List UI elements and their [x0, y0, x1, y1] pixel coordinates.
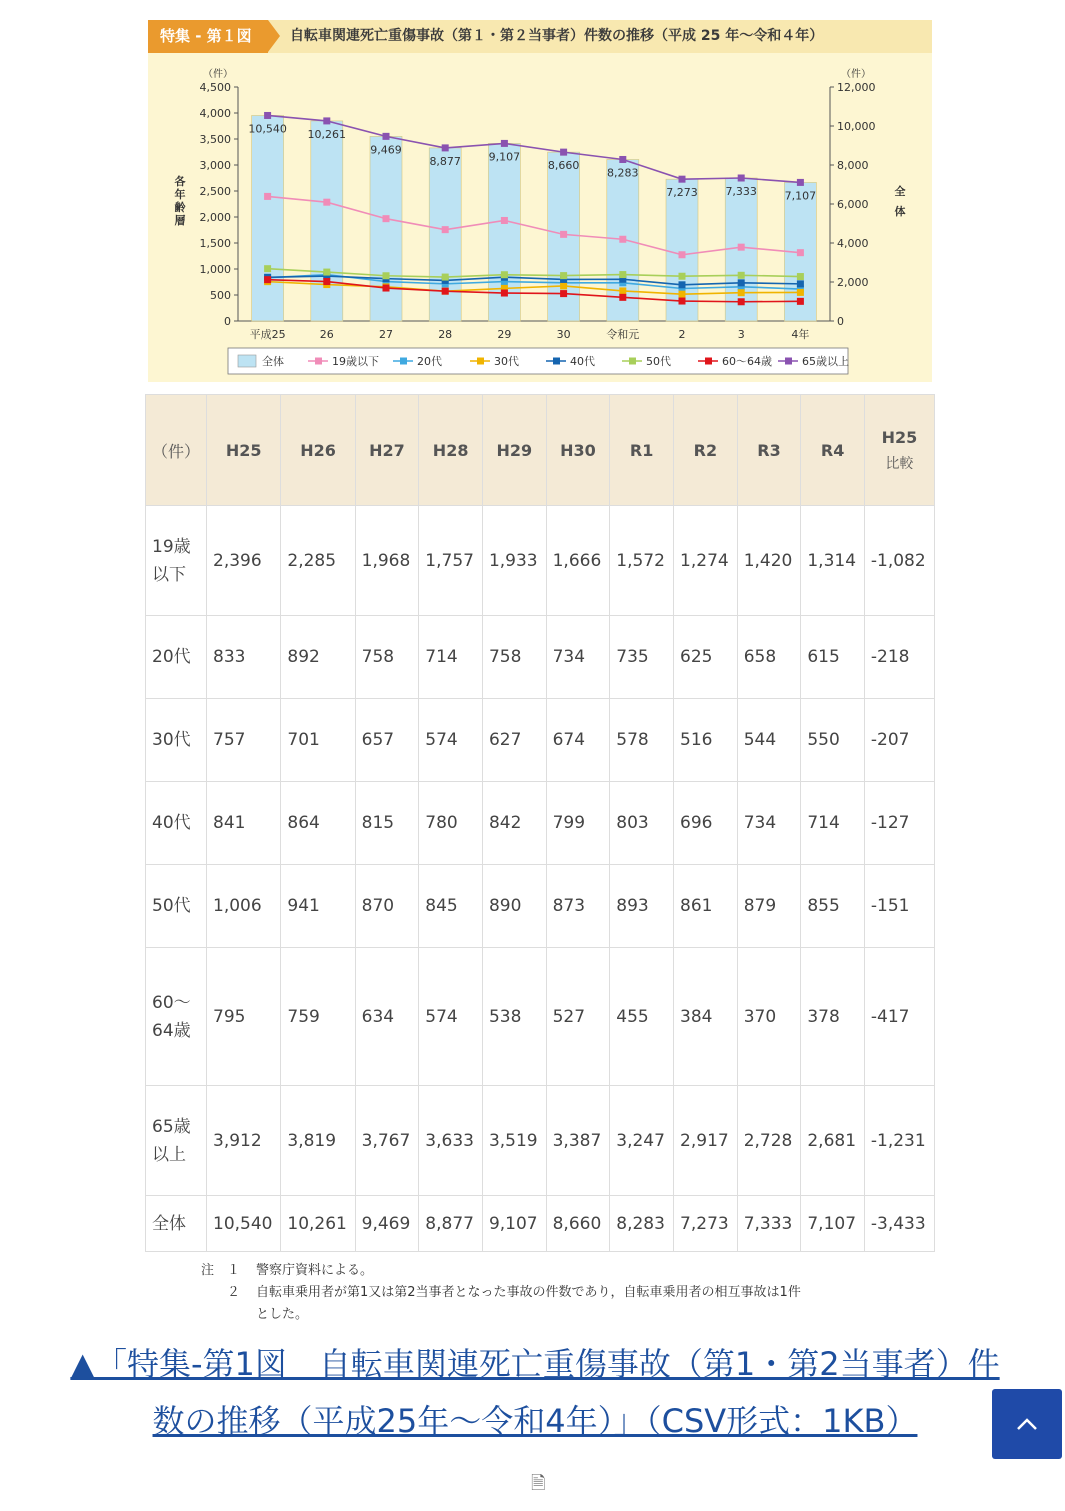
table-cell: 7,273: [674, 1196, 738, 1252]
table-cell: 941: [281, 865, 355, 948]
note-mark: [201, 1304, 256, 1326]
notes: [201, 1260, 801, 1326]
row-label: 全体: [146, 1196, 207, 1252]
compare-cell: -3,433: [864, 1196, 934, 1252]
x-axis-tick-label: 28: [438, 328, 453, 341]
table-cell: 2,917: [674, 1086, 738, 1196]
table-cell: 1,666: [546, 506, 610, 616]
bar-value-label: 10,540: [248, 122, 287, 136]
table-cell: 841: [207, 782, 281, 865]
bar: [370, 136, 402, 321]
right-axis-label-char: 全: [894, 185, 906, 198]
right-axis-tick-label: 2,000: [837, 276, 869, 289]
table-cell: 8,283: [610, 1196, 674, 1252]
table-cell: 2,728: [737, 1086, 801, 1196]
series-point: [501, 140, 508, 147]
series-point: [501, 271, 508, 278]
left-axis-tick-label: 3,000: [199, 159, 231, 172]
table-cell: 758: [355, 616, 419, 699]
table-column-header: H26: [281, 395, 355, 506]
table-cell: 7,333: [737, 1196, 801, 1252]
series-point: [619, 156, 626, 163]
compare-cell: -1,231: [864, 1086, 934, 1196]
compare-cell: -218: [864, 616, 934, 699]
series-point: [797, 298, 804, 305]
table-cell: 780: [419, 782, 483, 865]
note-text: とした。: [256, 1307, 309, 1322]
row-label: 30代: [146, 699, 207, 782]
left-axis-label-char: 齢: [174, 201, 186, 214]
table-row: [146, 948, 935, 1086]
series-line: [268, 269, 801, 277]
series-point: [264, 276, 271, 283]
table-cell: 9,469: [355, 1196, 419, 1252]
chart-figure: [148, 20, 932, 382]
legend-swatch-marker: [785, 358, 792, 365]
series-line: [268, 196, 801, 254]
note-text: 警察庁資料による。: [256, 1263, 374, 1278]
table-cell: 855: [801, 865, 865, 948]
note-row: [201, 1282, 801, 1304]
table-cell: 10,540: [207, 1196, 281, 1252]
series-point: [738, 298, 745, 305]
table-cell: 696: [674, 782, 738, 865]
csv-download-link[interactable]: ▲「特集-第1図 自転車関連死亡重傷事故（第1・第2当事者）件数の推移（平成25年～令和4年）」（CSV形式：1KB）: [70, 1345, 1000, 1440]
table-cell: 574: [419, 699, 483, 782]
series-point: [383, 272, 390, 279]
table-cell: 799: [546, 782, 610, 865]
x-axis-tick-label: 30: [556, 328, 571, 341]
series-point: [264, 112, 271, 119]
right-axis-unit: （件）: [841, 69, 871, 80]
note-mark: ２: [201, 1285, 241, 1300]
table-cell: 842: [482, 782, 546, 865]
table-cell: 1,274: [674, 506, 738, 616]
series-point: [560, 272, 567, 279]
bar-value-label: 7,333: [725, 185, 757, 199]
table-cell: 1,757: [419, 506, 483, 616]
series-point: [679, 273, 686, 280]
table-cell: 870: [355, 865, 419, 948]
series-point: [264, 193, 271, 200]
x-axis-tick-label: 2: [678, 328, 686, 341]
bar-value-label: 7,107: [784, 189, 817, 203]
legend-label: 全体: [262, 355, 284, 368]
compare-cell: -151: [864, 865, 934, 948]
series-point: [383, 133, 390, 140]
table-cell: 892: [281, 616, 355, 699]
table-cell: 384: [674, 948, 738, 1086]
table-column-header: H29: [482, 395, 546, 506]
series-point: [442, 288, 449, 295]
table-column-header: R2: [674, 395, 738, 506]
chevron-up-icon: [1015, 1414, 1039, 1434]
table-cell: 8,660: [546, 1196, 610, 1252]
table-row: [146, 1196, 935, 1252]
figure-title: 自転車関連死亡重傷事故（第１・第２当事者）件数の推移（平成 25 年～令和４年）: [290, 28, 824, 44]
bar: [252, 115, 284, 321]
bar: [311, 121, 343, 321]
table-cell: 861: [674, 865, 738, 948]
series-point: [501, 217, 508, 224]
table-cell: 9,107: [482, 1196, 546, 1252]
table-cell: 3,819: [281, 1086, 355, 1196]
x-axis-tick-label: 令和元: [606, 328, 640, 341]
row-label: 20代: [146, 616, 207, 699]
table-cell: 893: [610, 865, 674, 948]
x-axis-tick-label: 4年: [791, 328, 810, 341]
table-cell: 578: [610, 699, 674, 782]
left-axis-unit: （件）: [203, 69, 233, 80]
left-axis-tick-label: 3,500: [199, 133, 231, 146]
bar-value-label: 7,273: [666, 186, 698, 200]
table-cell: 1,968: [355, 506, 419, 616]
series-point: [619, 294, 626, 301]
table-column-header: H30: [546, 395, 610, 506]
bar: [429, 148, 461, 321]
bar-value-label: 8,660: [547, 159, 580, 173]
table-cell: 1,420: [737, 506, 801, 616]
legend-label: 40代: [570, 355, 595, 368]
compare-cell: -417: [864, 948, 934, 1086]
series-point: [679, 176, 686, 183]
series-point: [679, 291, 686, 298]
left-axis-tick-label: 0: [224, 315, 231, 328]
table-cell: 538: [482, 948, 546, 1086]
series-point: [442, 144, 449, 151]
right-axis-tick-label: 6,000: [837, 198, 869, 211]
table-cell: 714: [801, 782, 865, 865]
bar-value-label: 9,469: [370, 143, 402, 157]
table-cell: 8,877: [419, 1196, 483, 1252]
table-row: [146, 616, 935, 699]
series-point: [442, 274, 449, 281]
left-axis-tick-label: 500: [210, 289, 231, 302]
compare-cell: -1,082: [864, 506, 934, 616]
series-line: [268, 115, 801, 182]
compare-cell: -127: [864, 782, 934, 865]
right-axis-tick-label: 12,000: [837, 81, 876, 94]
compare-header-year: H25: [881, 427, 918, 447]
x-axis-tick-label: 27: [379, 328, 393, 341]
x-axis-tick-label: 3: [737, 328, 745, 341]
table-cell: 10,261: [281, 1196, 355, 1252]
legend-label: 50代: [646, 355, 671, 368]
table-cell: 1,933: [482, 506, 546, 616]
table-cell: 658: [737, 616, 801, 699]
table-cell: 657: [355, 699, 419, 782]
series-point: [738, 175, 745, 182]
series-point: [442, 226, 449, 233]
row-label: 50代: [146, 865, 207, 948]
table-cell: 879: [737, 865, 801, 948]
table-cell: 734: [737, 782, 801, 865]
series-point: [619, 271, 626, 278]
table-cell: 370: [737, 948, 801, 1086]
back-to-top-button[interactable]: [992, 1389, 1062, 1459]
table-cell: 833: [207, 616, 281, 699]
table-cell: 864: [281, 782, 355, 865]
table-cell: 734: [546, 616, 610, 699]
series-point: [679, 251, 686, 258]
left-axis-tick-label: 2,000: [199, 211, 231, 224]
table-cell: 625: [674, 616, 738, 699]
bar-value-label: 8,283: [607, 166, 639, 180]
note-row: [201, 1304, 801, 1326]
legend-swatch: [238, 355, 256, 367]
table-cell: 544: [737, 699, 801, 782]
legend-swatch-marker: [315, 358, 322, 365]
right-axis-tick-label: 4,000: [837, 237, 869, 250]
table-column-header: R4: [801, 395, 865, 506]
x-axis-tick-label: 26: [319, 328, 334, 341]
series-point: [738, 272, 745, 279]
table-cell: 735: [610, 616, 674, 699]
table-cell: 550: [801, 699, 865, 782]
table-cell: 2,396: [207, 506, 281, 616]
table-cell: 516: [674, 699, 738, 782]
legend-label: 65歳以上: [802, 355, 849, 368]
series-point: [797, 280, 804, 287]
table-cell: 758: [482, 616, 546, 699]
series-point: [738, 289, 745, 296]
table-cell: 701: [281, 699, 355, 782]
table-cell: 803: [610, 782, 674, 865]
table-cell: 7,107: [801, 1196, 865, 1252]
note-mark: 注 １: [201, 1263, 241, 1278]
table-cell: 714: [419, 616, 483, 699]
series-point: [560, 290, 567, 297]
right-axis-label-char: 体: [894, 205, 906, 218]
table-row: [146, 1086, 935, 1196]
note-row: [201, 1260, 801, 1282]
legend-label: 60～64歳: [722, 355, 772, 368]
table-cell: 3,912: [207, 1086, 281, 1196]
table-cell: 574: [419, 948, 483, 1086]
figure-badge-arrow: [268, 20, 280, 52]
legend-label: 19歳以下: [332, 355, 379, 368]
table-cell: 2,681: [801, 1086, 865, 1196]
series-point: [323, 278, 330, 285]
table-column-header: H27: [355, 395, 419, 506]
table-cell: 378: [801, 948, 865, 1086]
legend-label: 20代: [417, 355, 442, 368]
table-row: [146, 865, 935, 948]
bar-value-label: 9,107: [488, 150, 521, 164]
series-point: [619, 236, 626, 243]
legend-swatch-marker: [477, 358, 484, 365]
right-axis-tick-label: 0: [837, 315, 844, 328]
table-cell: 759: [281, 948, 355, 1086]
table-cell: 634: [355, 948, 419, 1086]
table-cell: 1,006: [207, 865, 281, 948]
table-compare-header: [864, 395, 934, 506]
table-row: [146, 782, 935, 865]
series-point: [797, 273, 804, 280]
table-cell: 1,572: [610, 506, 674, 616]
figure-header: [148, 20, 932, 53]
legend-swatch-marker: [400, 358, 407, 365]
left-axis-label-char: 層: [174, 214, 186, 227]
table-cell: 890: [482, 865, 546, 948]
row-label: 19歳以下: [146, 506, 207, 616]
series-point: [797, 249, 804, 256]
compare-header-label: 比較: [885, 455, 914, 472]
table-cell: 3,387: [546, 1086, 610, 1196]
series-point: [797, 179, 804, 186]
legend-swatch-marker: [629, 358, 636, 365]
legend-swatch-marker: [553, 358, 560, 365]
series-point: [619, 287, 626, 294]
series-point: [501, 290, 508, 297]
table-cell: 1,314: [801, 506, 865, 616]
series-point: [323, 117, 330, 124]
series-point: [323, 199, 330, 206]
legend-label: 30代: [494, 355, 519, 368]
table-header-row: [146, 395, 935, 506]
table-cell: 3,767: [355, 1086, 419, 1196]
table-cell: 3,633: [419, 1086, 483, 1196]
series-point: [383, 215, 390, 222]
note-text: 自転車乗用者が第1又は第2当事者となった事故の件数であり，自転車乗用者の相互事故は1件: [256, 1285, 801, 1300]
table-row: [146, 699, 935, 782]
file-icon: 🗎: [531, 1473, 546, 1494]
row-label: 60～64歳: [146, 948, 207, 1086]
series-point: [383, 285, 390, 292]
left-axis-tick-label: 4,500: [199, 81, 231, 94]
table-cell: 873: [546, 865, 610, 948]
left-axis-label-char: 年: [174, 188, 186, 201]
legend-swatch-marker: [705, 358, 712, 365]
table-cell: 455: [610, 948, 674, 1086]
series-point: [560, 149, 567, 156]
table-cell: 815: [355, 782, 419, 865]
right-axis-tick-label: 8,000: [837, 159, 869, 172]
table-cell: 757: [207, 699, 281, 782]
row-label: 65歳以上: [146, 1086, 207, 1196]
chart: [148, 60, 932, 380]
x-axis-tick-label: 29: [497, 328, 512, 341]
compare-cell: -207: [864, 699, 934, 782]
table-cell: 3,247: [610, 1086, 674, 1196]
series-point: [738, 279, 745, 286]
row-label: 40代: [146, 782, 207, 865]
table-cell: 3,519: [482, 1086, 546, 1196]
left-axis-label-char: 各: [174, 175, 186, 188]
series-point: [560, 282, 567, 289]
table-column-header: H28: [419, 395, 483, 506]
series-point: [679, 281, 686, 288]
figure-badge: 特集 - 第１図: [148, 20, 268, 53]
left-axis-tick-label: 4,000: [199, 107, 231, 120]
table-column-header: R1: [610, 395, 674, 506]
table-cell: 674: [546, 699, 610, 782]
series-point: [560, 231, 567, 238]
table-column-header: H25: [207, 395, 281, 506]
right-axis-tick-label: 10,000: [837, 120, 876, 133]
series-point: [679, 298, 686, 305]
series-point: [264, 265, 271, 272]
table-column-header: R3: [737, 395, 801, 506]
series-point: [323, 269, 330, 276]
left-axis-tick-label: 1,000: [199, 263, 231, 276]
table-cell: 845: [419, 865, 483, 948]
series-point: [797, 289, 804, 296]
table-cell: 527: [546, 948, 610, 1086]
left-axis-tick-label: 2,500: [199, 185, 231, 198]
series-point: [738, 244, 745, 251]
table-cell: 627: [482, 699, 546, 782]
bar-value-label: 10,261: [307, 127, 347, 141]
left-axis-tick-label: 1,500: [199, 237, 231, 250]
table-row: [146, 506, 935, 616]
data-table: [145, 394, 935, 1252]
table-unit-header: （件）: [146, 395, 207, 506]
bar-value-label: 8,877: [429, 154, 461, 168]
table-cell: 795: [207, 948, 281, 1086]
x-axis-tick-label: 平成25: [249, 328, 286, 341]
table-cell: 615: [801, 616, 865, 699]
table-cell: 2,285: [281, 506, 355, 616]
